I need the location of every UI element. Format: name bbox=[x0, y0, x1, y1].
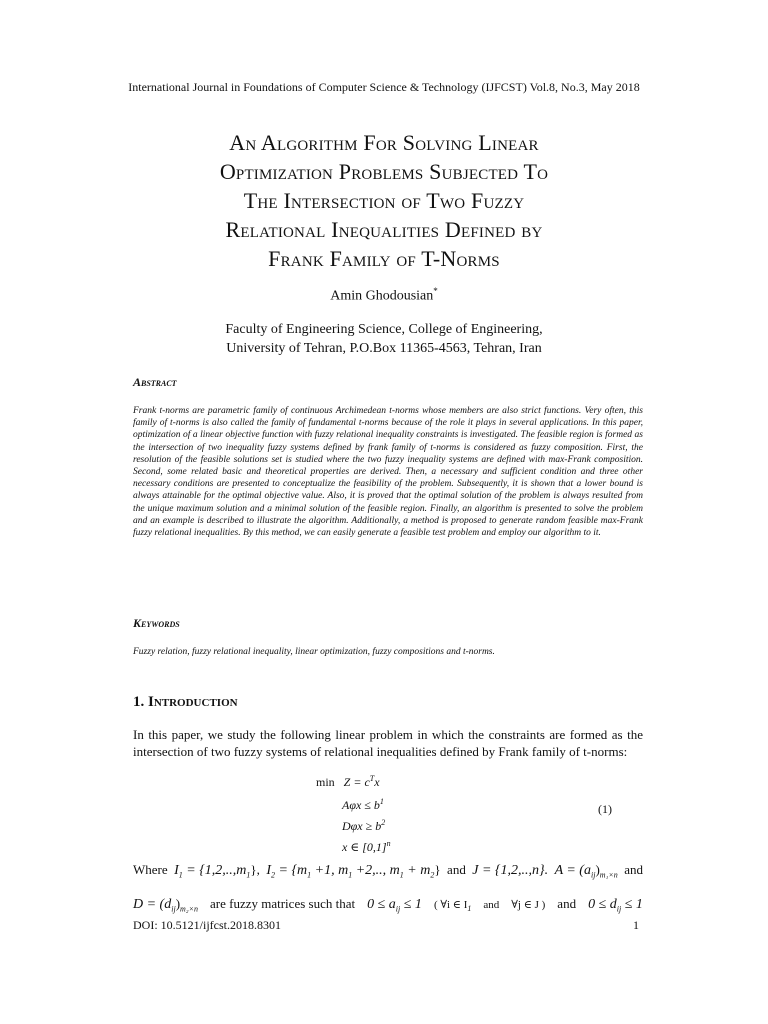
abstract-heading: Abstract bbox=[133, 375, 177, 389]
author-name-text: Amin Ghodousian bbox=[330, 288, 434, 304]
min-operator: min bbox=[316, 775, 335, 789]
page-number: 1 bbox=[633, 918, 639, 932]
title-line: Optimization Problems Subjected To bbox=[219, 159, 549, 184]
where-definitions bbox=[133, 856, 643, 923]
equation-number: (1) bbox=[598, 802, 612, 816]
journal-header: International Journal in Foundations of Computer Science & Technology (IJFCST) Vol.8, No.3, May 2018 bbox=[128, 80, 640, 94]
doi-footer: DOI: 10.5121/ijfcst.2018.8301 bbox=[133, 918, 281, 932]
equation-constraint-2: $D\varphi x \ge b^2$ bbox=[342, 818, 386, 833]
title-line: Frank Family of T-Norms bbox=[268, 246, 500, 271]
author-footnote-mark: * bbox=[433, 286, 438, 296]
paper-title bbox=[90, 128, 678, 273]
equation-constraint-1: $A\varphi x \le b^1$ bbox=[342, 797, 384, 812]
introduction-paragraph: In this paper, we study the following linear problem in which the constraints are formed as the intersection of two fuzzy systems of relational inequalities defined by Frank family of t-norms: bbox=[133, 727, 643, 759]
title-line: An Algorithm For Solving Linear bbox=[229, 130, 539, 155]
equation-constraint-3: x ∈ $[0,1]^n$ bbox=[342, 839, 391, 854]
affiliation-line: Faculty of Engineering Science, College of Engineering, bbox=[225, 322, 543, 337]
where-line-1: Where $I_1 = \{1,2,..,m_1\}$, $I_2 = \{m_1 +1$, $m_1 +2$,.., $m_1 + m_2$} and J = {1,2,..,n}. $A = (a_{ij})_{m_1\times n}$ and bbox=[133, 862, 643, 880]
where-line-2: $D = (d_{ij})_{m_2\times n}$ are fuzzy matrices such that $0 \le a_{ij} \le 1$ ( ∀i ∈ $I_1$ and ∀j ∈ J ) and $0 \le d_{ij} \le 1$ bbox=[133, 895, 643, 914]
title-line: Relational Inequalities Defined by bbox=[225, 217, 543, 242]
keywords-text: Fuzzy relation, fuzzy relational inequality, linear optimization, fuzzy compositions and t-norms. bbox=[133, 647, 495, 657]
introduction-heading: 1. Introduction bbox=[133, 694, 238, 710]
abstract-text: Frank t-norms are parametric family of continuous Archimedean t-norms whose members are also strict functions. Very often, this family of t-norms is also called the family of fundamental t-norms because of the role it plays in several applications. In this paper, optimization of a linear objective function with fuzzy relational inequality constraints is investigated. The feasible region is formed as the intersection of two inequality fuzzy systems defined by frank family of t-norms is considered as fuzzy composition. First, the resolution of the feasible solutions set is studied where the two fuzzy inequality systems are defined with max-Frank composition. Second, some related basic and theoretical properties are derived. Then, a necessary and sufficient condition and three other necessary conditions are presented to conceptualize the feasibility of the problem. Subsequently, it is shown that a lower bound is always attainable for the optimal objective value. Also, it is proved that the optimal solution of the problem is always resulted from the unique maximum solution and a minimal solution of the feasible region. Finally, an algorithm is presented to solve the problem and an example is described to illustrate the algorithm. Additionally, a method is proposed to generate random feasible max-Frank fuzzy relational inequalities. By this method, we can easily generate a feasible test problem and employ our algorithm to it. bbox=[133, 406, 643, 539]
affiliation-line: University of Tehran, P.O.Box 11365-4563, Tehran, Iran bbox=[226, 341, 542, 356]
equation-objective: min $Z = c^Tx$ bbox=[316, 774, 380, 789]
keywords-heading: Keywords bbox=[133, 616, 180, 630]
title-line: The Intersection of Two Fuzzy bbox=[243, 188, 525, 213]
author-name bbox=[0, 286, 768, 305]
affiliation bbox=[0, 320, 768, 358]
